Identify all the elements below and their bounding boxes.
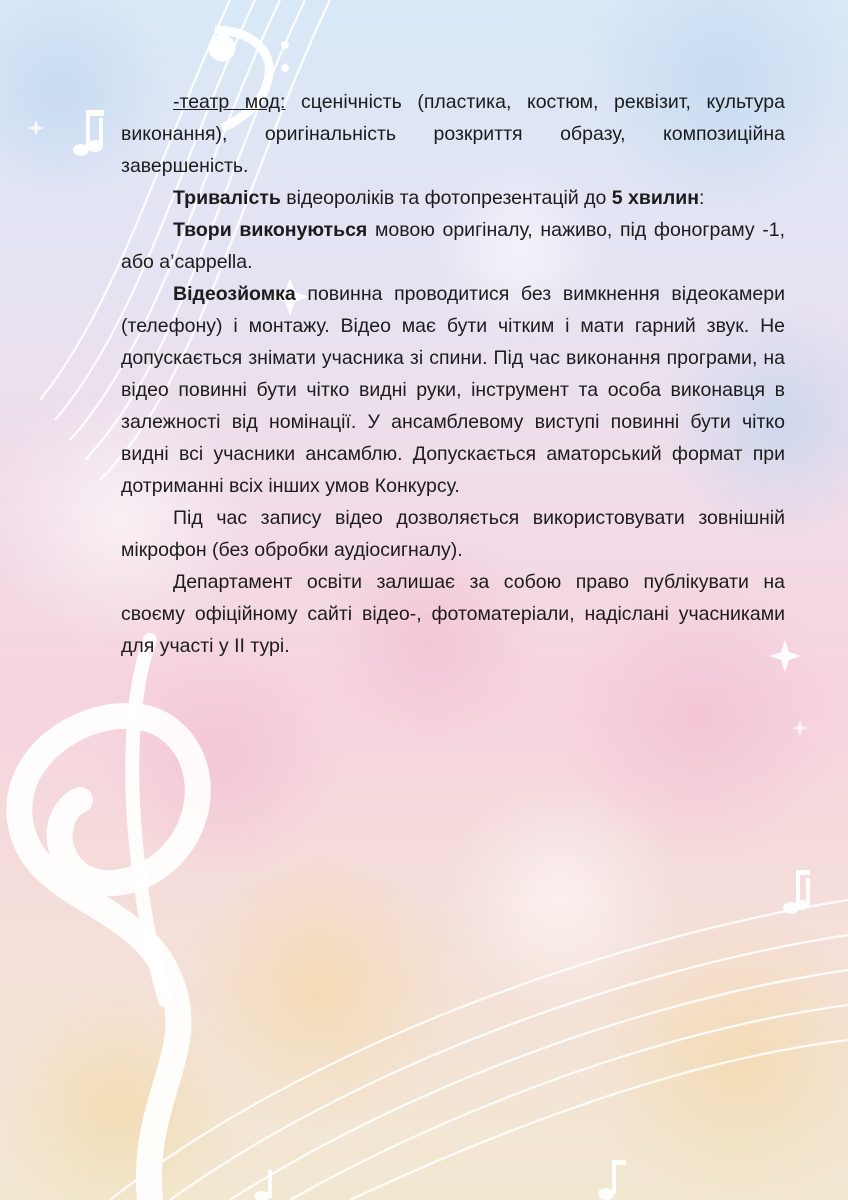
paragraph-fashion-theatre [121, 86, 785, 182]
paragraph-video-recording [121, 278, 785, 502]
term-fashion-theatre: -театр мод: [173, 91, 286, 113]
paragraph-microphone [121, 502, 785, 566]
paragraph-text: Департамент освіти залишає за собою право публікувати на своєму офіційному сайті відео-, фотоматеріали, надіслані учасниками для участі у ІІ турі. [121, 571, 785, 657]
bold-video-recording: Відеозйомка [173, 283, 296, 305]
paragraph-text: відеороліків та фотопрезентацій до [280, 187, 612, 209]
paragraph-publication [121, 566, 785, 662]
paragraph-text: Під час запису відео дозволяється використовувати зовнішній мікрофон (без обробки аудіосигналу). [121, 507, 785, 561]
bold-duration: Тривалість [173, 187, 281, 209]
paragraph-performance [121, 214, 785, 278]
bold-performance: Твори виконуються [173, 219, 368, 241]
document-body [121, 86, 785, 662]
paragraph-duration [121, 182, 785, 214]
paragraph-tail: : [699, 187, 705, 209]
paragraph-text: мовою оригіналу, наживо, під фонограму -1, або a’cappella. [121, 219, 785, 273]
paragraph-text: повинна проводитися без вимкнення відеокамери (телефону) і монтажу. Відео має бути чітким і мати гарний звук. Не допускається знімати учасника зі спини. Під час виконання програми, на відео повинні бути чітко видні руки, інструмент та особа виконавця в залежності від номінації. У ансамблевому виступі повинні бути чітко видні всі учасники ансамблю. Допускається аматорський формат при дотриманні всіх інших умов Конкурсу. [121, 283, 785, 497]
bold-minutes: 5 хвилин [611, 187, 700, 209]
paragraph-text: сценічність (пластика, костюм, реквізит, культура виконання), оригінальність розкриття образу, композиційна завершеність. [121, 91, 785, 177]
